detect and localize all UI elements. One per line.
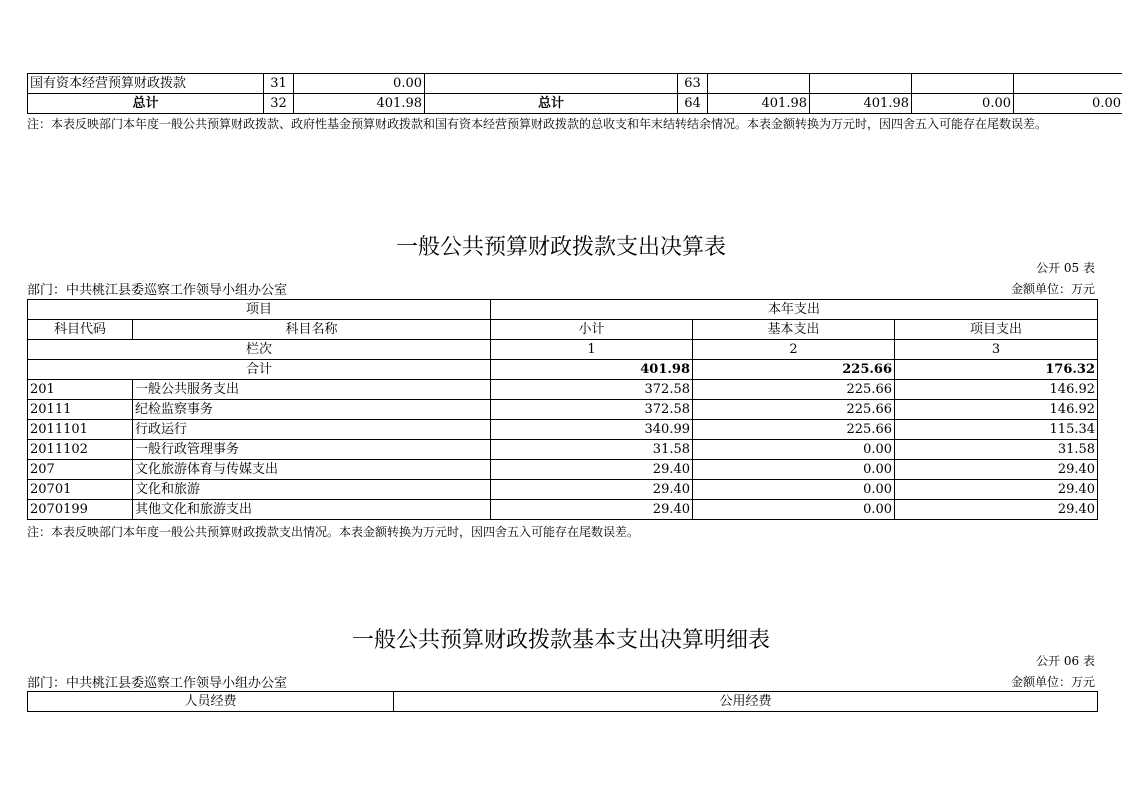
table-row	[28, 420, 1098, 440]
amount-cell: 0.00	[1014, 94, 1122, 114]
table-row	[28, 94, 1122, 114]
unit-label: 金额单位：万元	[1010, 282, 1095, 296]
amount-cell: 340.99	[491, 420, 693, 440]
amount-cell: 372.58	[491, 400, 693, 420]
right-label	[425, 74, 678, 94]
expenditure-table	[27, 299, 1098, 520]
amount-cell: 31.58	[895, 440, 1098, 460]
amount-cell: 0.00	[294, 74, 425, 94]
amount-cell: 31.58	[491, 440, 693, 460]
amount-cell: 401.98	[810, 94, 912, 114]
total-row	[28, 360, 1098, 380]
amount-cell: 29.40	[491, 460, 693, 480]
amount-cell	[912, 74, 1014, 94]
column-header: 本年支出	[491, 300, 1098, 320]
amount-cell: 0.00	[693, 480, 895, 500]
amount-cell: 146.92	[895, 400, 1098, 420]
amount-cell: 0.00	[693, 460, 895, 480]
subject-name: 文化旅游体育与传媒支出	[133, 460, 491, 480]
unit-label: 金额单位：万元	[1010, 675, 1095, 689]
amount-cell: 115.34	[895, 420, 1098, 440]
line-number: 64	[678, 94, 708, 114]
column-header: 公用经费	[394, 692, 1098, 712]
amount-cell: 146.92	[895, 380, 1098, 400]
column-header: 人员经费	[28, 692, 394, 712]
subject-code: 207	[28, 460, 133, 480]
line-number: 32	[264, 94, 294, 114]
header-row	[28, 300, 1098, 320]
amount-cell: 29.40	[491, 480, 693, 500]
subject-code: 2011102	[28, 440, 133, 460]
column-header: 科目代码	[28, 320, 133, 340]
basic-expenditure-table	[27, 691, 1098, 712]
total-label: 总计	[425, 94, 678, 114]
subject-code: 20111	[28, 400, 133, 420]
amount-cell: 0.00	[693, 500, 895, 520]
subject-name: 纪检监察事务	[133, 400, 491, 420]
amount-cell: 29.40	[895, 480, 1098, 500]
table-row	[28, 400, 1098, 420]
table-row	[28, 500, 1098, 520]
table-row	[28, 480, 1098, 500]
table-row	[28, 440, 1098, 460]
subject-code: 20701	[28, 480, 133, 500]
subject-code: 2070199	[28, 500, 133, 520]
amount-cell: 401.98	[294, 94, 425, 114]
amount-cell: 372.58	[491, 380, 693, 400]
subject-name: 文化和旅游	[133, 480, 491, 500]
department-label: 部门：中共桃江县委巡察工作领导小组办公室	[27, 283, 288, 298]
amount-cell	[1014, 74, 1122, 94]
amount-cell: 29.40	[895, 500, 1098, 520]
column-header: 栏次	[28, 340, 491, 360]
summary-table	[27, 73, 1122, 114]
table-row	[28, 380, 1098, 400]
amount-cell: 176.32	[895, 360, 1098, 380]
column-number: 1	[491, 340, 693, 360]
header-row	[28, 692, 1098, 712]
left-label: 国有资本经营预算财政拨款	[28, 74, 264, 94]
column-header: 科目名称	[133, 320, 491, 340]
amount-cell: 225.66	[693, 380, 895, 400]
table-note: 注：本表反映部门本年度一般公共预算财政拨款、政府性基金预算财政拨款和国有资本经营预算财政拨款的总收支和年末结转结余情况。本表金额转换为万元时，因四舍五入可能存在尾数误差。	[27, 117, 1048, 131]
subject-name: 行政运行	[133, 420, 491, 440]
form-code: 公开 06 表	[1036, 654, 1095, 668]
page-title: 一般公共预算财政拨款基本支出决算明细表	[351, 628, 770, 653]
amount-cell	[810, 74, 912, 94]
amount-cell: 29.40	[895, 460, 1098, 480]
header-row	[28, 340, 1098, 360]
page-title: 一般公共预算财政拨款支出决算表	[395, 235, 726, 260]
amount-cell: 0.00	[693, 440, 895, 460]
column-header: 项目支出	[895, 320, 1098, 340]
line-number: 31	[264, 74, 294, 94]
column-header: 小计	[491, 320, 693, 340]
amount-cell: 29.40	[491, 500, 693, 520]
subject-code: 201	[28, 380, 133, 400]
header-row	[28, 320, 1098, 340]
total-label: 总计	[28, 94, 264, 114]
column-number: 2	[693, 340, 895, 360]
amount-cell: 225.66	[693, 360, 895, 380]
table-row	[28, 74, 1122, 94]
table-note: 注：本表反映部门本年度一般公共预算财政拨款支出情况。本表金额转换为万元时，因四舍五入可能存在尾数误差。	[27, 525, 640, 539]
subject-name: 一般行政管理事务	[133, 440, 491, 460]
amount-cell: 225.66	[693, 420, 895, 440]
column-header: 基本支出	[693, 320, 895, 340]
subject-name: 其他文化和旅游支出	[133, 500, 491, 520]
amount-cell: 401.98	[491, 360, 693, 380]
department-label: 部门：中共桃江县委巡察工作领导小组办公室	[27, 676, 288, 691]
amount-cell: 0.00	[912, 94, 1014, 114]
form-code: 公开 05 表	[1036, 261, 1095, 275]
column-number: 3	[895, 340, 1098, 360]
amount-cell	[708, 74, 810, 94]
line-number: 63	[678, 74, 708, 94]
subject-name: 一般公共服务支出	[133, 380, 491, 400]
column-header: 项目	[28, 300, 491, 320]
total-label: 合计	[28, 360, 491, 380]
amount-cell: 225.66	[693, 400, 895, 420]
table-row	[28, 460, 1098, 480]
subject-code: 2011101	[28, 420, 133, 440]
amount-cell: 401.98	[708, 94, 810, 114]
